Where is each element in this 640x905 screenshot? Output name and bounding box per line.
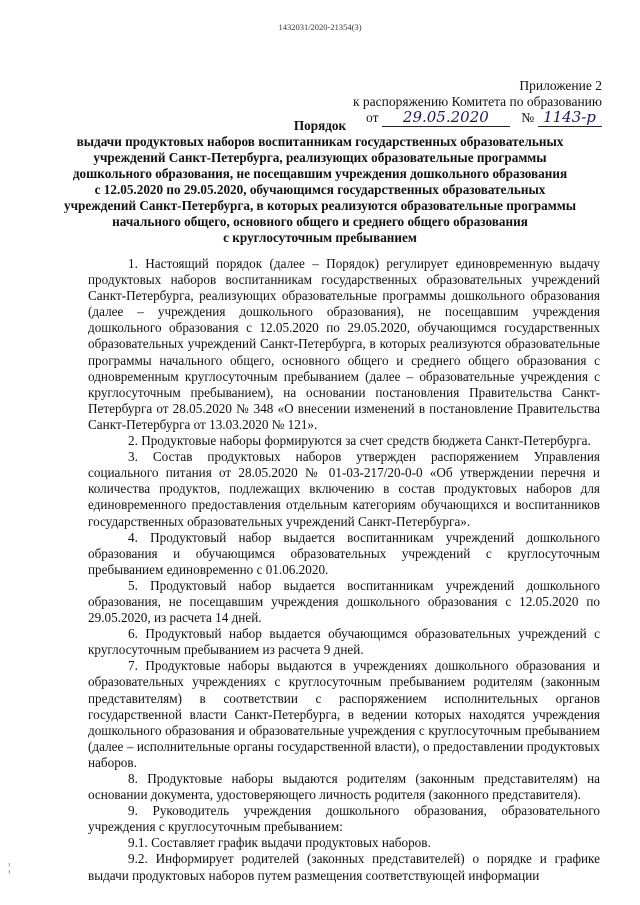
paragraph-5: 5. Продуктовый набор выдается воспитанникам учреждений дошкольного образования, не посещавшим учреждения дошкольного образования с 12.05.2020 по 29.05.2020, из расчета 14 дней. (88, 577, 600, 626)
appendix-order-reference: к распоряжению Комитета по образованию (352, 94, 602, 109)
paragraph-6: 6. Продуктовый набор выдается обучающимся образовательных учреждений с круглосуточным пребыванием из расчета 9 дней. (88, 626, 600, 658)
title-line: Порядок (293, 118, 347, 133)
paragraph-7: 7. Продуктовые наборы выдаются в учреждениях дошкольного образования и образовательных учреждениях с круглосуточным пребыванием родителям (законным представителям) в соответствии с распоряжением исполнительных органов государственной власти Санкт-Петербурга, в ведении которых находятся учреждения дошкольного образования и образовательные учреждения с круглосуточным пребыванием (далее – исполнительные органы государственной власти), о предоставлении продуктовых наборов. (88, 658, 600, 770)
title-line: выдачи продуктовых наборов воспитанникам государственных образовательных (76, 134, 564, 149)
title-line: начального общего, основного общего и среднего общего образования (112, 214, 528, 229)
paragraph-3: 3. Состав продуктовых наборов утвержден распоряжением Управления социального питания от 28.05.2020 № 01-03-217/20-0-0 «Об утверждении перечня и количества продуктов, подлежащих включению в состав продуктовых наборов для единовременного предоставления отдельным категориям обучающихся и воспитанников государственных образовательных учреждений Санкт-Петербурга». (88, 449, 600, 529)
document-title (60, 118, 580, 246)
from-label: от (366, 110, 379, 125)
paragraph-1: 1. Настоящий порядок (далее – Порядок) регулирует единовременную выдачу продуктовых наборов воспитанникам государственных образовательных учреждений Санкт-Петербурга, реализующих образовательные программы дошкольного образования (далее – учреждения дошкольного образования), не посещавшим учреждения дошкольного образования с 12.05.2020 по 29.05.2020, обучающимся государственных образовательных учреждений Санкт-Петербурга, в которых реализуются образовательные программы начального общего, основного общего и среднего общего образования с одновременным круглосуточным пребыванием (далее – образовательные учреждения с круглосуточным пребыванием), на основании постановления Правительства Санкт-Петербурга от 28.05.2020 № 348 «О внесении изменений в постановление Правительства Санкт-Петербурга от 13.03.2020 № 121». (88, 256, 600, 432)
title-line: дошкольного образования, не посещавшим учреждения дошкольного образования (72, 166, 568, 181)
title-line: учреждений Санкт-Петербурга, реализующих образовательные программы (93, 150, 547, 165)
margin-mark: ¦ (8, 860, 11, 874)
appendix-label: Приложение 2 (519, 78, 602, 93)
paragraph-2: 2. Продуктовые наборы формируются за счет средств бюджета Санкт-Петербурга. (128, 433, 591, 449)
title-line: с круглосуточным пребыванием (223, 230, 417, 245)
paragraph-4: 4. Продуктовый набор выдается воспитанникам учреждений дошкольного образования и обучающимся образовательных учреждений с круглосуточным пребыванием единовременно с 01.06.2020. (88, 529, 600, 577)
paragraph-9: 9. Руководитель учреждения дошкольного образования, образовательного учреждения с круглосуточным пребыванием: (88, 803, 600, 835)
handwritten-number: 1143-р (543, 108, 596, 126)
paragraph-9-1: 9.1. Составляет график выдачи продуктовых наборов. (128, 835, 431, 851)
title-line: учреждений Санкт-Петербурга, в которых реализуются образовательные программы (64, 198, 576, 213)
title-line: с 12.05.2020 по 29.05.2020, обучающимся государственных образовательных (94, 182, 546, 197)
paragraph-8: 8. Продуктовые наборы выдаются родителям (законным представителям) на основании документа, удостоверяющего личность родителя (законного представителя). (88, 771, 600, 803)
document-registration-stamp: 1432031/2020-21354(3) (278, 22, 362, 32)
paragraph-9-2: 9.2. Информирует родителей (законных представителей) о порядке и графике выдачи продуктовых наборов путем размещения соответствующей информации (88, 851, 600, 883)
handwritten-date: 29.05.2020 (402, 108, 489, 126)
document-body (88, 256, 600, 884)
number-label: № (521, 110, 535, 125)
